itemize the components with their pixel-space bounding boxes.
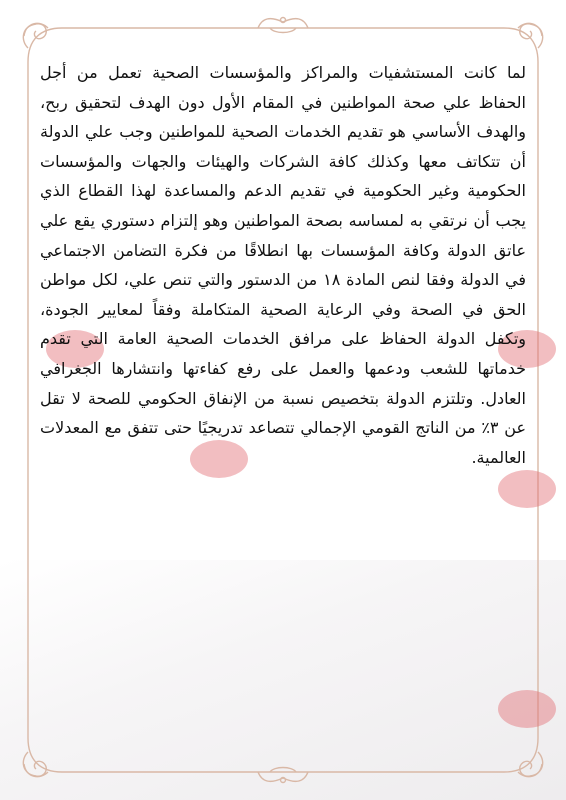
watermark-logo-mark (498, 470, 556, 508)
watermark-logo-mark (498, 690, 556, 728)
body-paragraph: لما كانت المستشفيات والمراكز والمؤسسات الصحية تعمل من أجل الحفاظ علي صحة المواطنين في المقام الأول دون الهدف لتحقيق ربح، والهدف الأساسي هو تقديم الخدمات الصحية للمواطنين وجب علي الدولة أن تتكاتف معها وكذلك كافة الشركات والهيئات والجهات والمؤسسات الحكومية وغير الحكومية في تقديم الدعم والمساعدة لهذا القطاع الذي يجب أن نرتقي به لمساسه بصحة المواطنين وهو إلتزام دستوري يقع علي عاتق الدولة وكافة المؤسسات بها انطلاقًا من فكرة التضامن الاجتماعي في الدولة وفقا لنص المادة ١٨ من الدستور والتي تنص علي، لكل مواطن الحق في الصحة وفي الرعاية الصحية المتكاملة وفقاً لمعايير الجودة، وتكفل الدولة الحفاظ على مرافق الخدمات الصحية العامة التي تقدم خدماتها للشعب ودعمها والعمل على رفع كفاءتها وانتشارها الجغرافي العادل. وتلتزم الدولة بتخصيص نسبة من الإنفاق الحكومي للصحة لا تقل عن ٣٪ من الناتج القومي الإجمالي تتصاعد تدريجيًا حتى تتفق مع المعدلات العالمية. (40, 63, 527, 467)
